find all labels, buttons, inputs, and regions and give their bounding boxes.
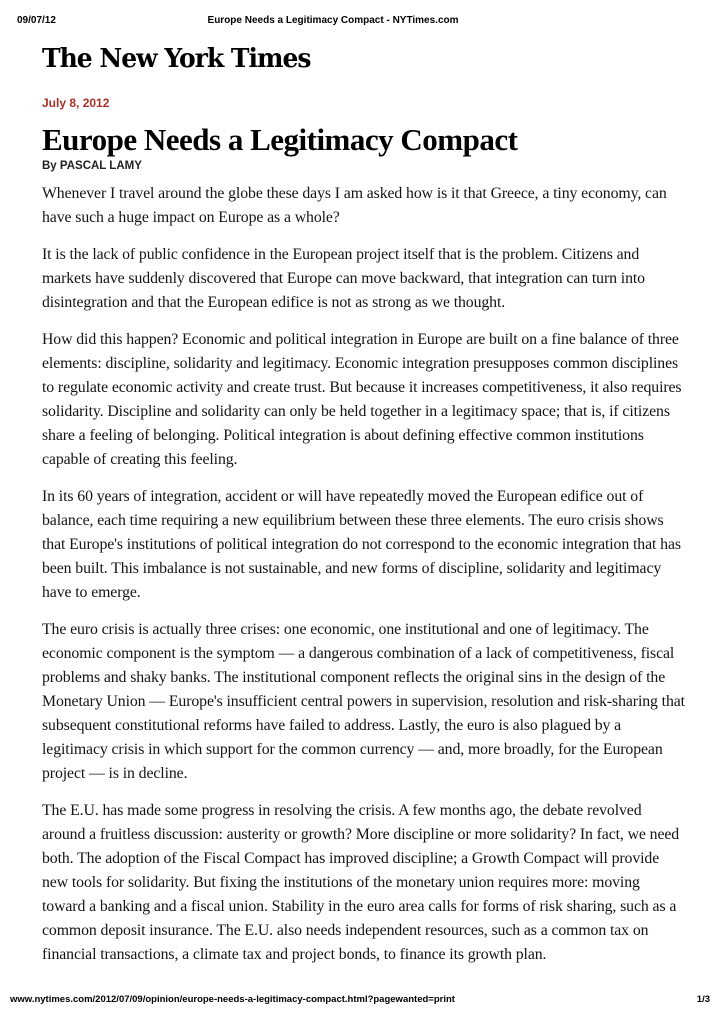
article-byline: By PASCAL LAMY (42, 160, 142, 172)
print-footer-page-indicator: 1/3 (696, 994, 710, 1005)
print-header-date: 09/07/12 (17, 15, 56, 26)
print-header-document-title: Europe Needs a Legitimacy Compact - NYTimes.com (207, 15, 459, 26)
article-title: Europe Needs a Legitimacy Compact (42, 122, 518, 157)
nyt-masthead-logo: The New York Times (42, 42, 311, 74)
print-header (0, 15, 724, 29)
article-column (42, 44, 686, 980)
article-paragraph-4: In its 60 years of integration, accident or will have repeatedly moved the European edifice out of balance, each time requiring a new equilibrium between these three elements. The euro crisis shows that Europe's institutions of political integration do not correspond to the economic integration that has been built. This imbalance is not sustainable, and new forms of discipline, solidarity and legitimacy have to emerge. (42, 488, 681, 601)
article-date: July 8, 2012 (42, 96, 110, 110)
print-footer-url: www.nytimes.com/2012/07/09/opinion/europe-needs-a-legitimacy-compact.html?pagewanted=print (10, 994, 455, 1005)
article-paragraph-5: The euro crisis is actually three crises: one economic, one institutional and one of legitimacy. The economic component is the symptom — a dangerous combination of a lack of competitiveness, fiscal problems and shaky banks. The institutional component reflects the original sins in the design of the Monetary Union — Europe's insufficient central powers in supervision, resolution and risk-sharing that subsequent constitutional reforms have failed to address. Lastly, the euro is also plagued by a legitimacy crisis in which support for the common currency — and, more broadly, for the European project — is in decline. (42, 621, 685, 782)
article-paragraph-3: How did this happen? Economic and political integration in Europe are built on a fine balance of three elements: discipline, solidarity and legitimacy. Economic integration presupposes common disciplines to regulate economic activity and create trust. But because it increases competitiveness, it also requires solidarity. Discipline and solidarity can only be held together in a legitimacy space; that is, if citizens share a feeling of belonging. Political integration is about defining effective common institutions capable of creating this feeling. (42, 331, 682, 468)
article-paragraph-6: The E.U. has made some progress in resolving the crisis. A few months ago, the debate revolved around a fruitless discussion: austerity or growth? More discipline or more solidarity? In fact, we need both. The adoption of the Fiscal Compact has improved discipline; a Growth Compact will provide new tools for solidarity. But fixing the institutions of the monetary union requires more: moving toward a banking and a fiscal union. Stability in the euro area calls for forms of risk sharing, such as a common deposit insurance. The E.U. also needs independent resources, such as a common tax on financial transactions, a climate tax and project bonds, to finance its growth plan. (42, 802, 680, 963)
article-body (42, 182, 686, 967)
print-footer (0, 994, 724, 1006)
article-paragraph-1: Whenever I travel around the globe these days I am asked how is it that Greece, a tiny economy, can have such a huge impact on Europe as a whole? (42, 185, 667, 226)
article-paragraph-2: It is the lack of public confidence in the European project itself that is the problem. Citizens and markets have suddenly discovered that Europe can move backward, that integration can turn into disintegration and that the European edifice is not as strong as we thought. (42, 246, 645, 311)
